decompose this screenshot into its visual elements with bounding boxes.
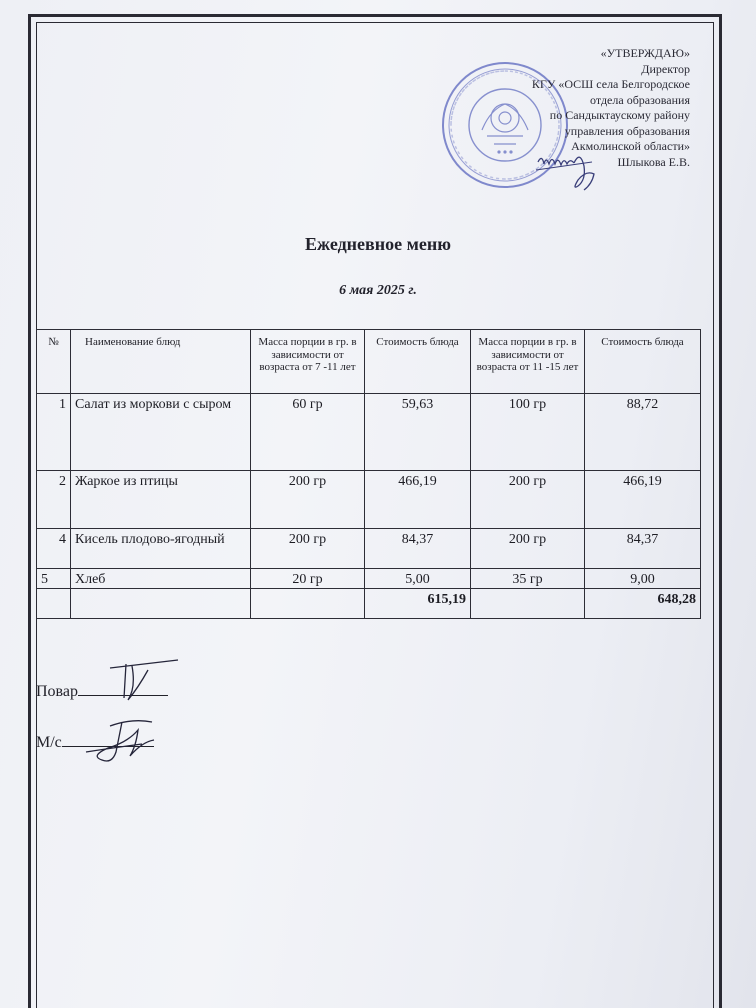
- page-title: Ежедневное меню: [305, 234, 451, 254]
- approval-line: «УТВЕРЖДАЮ»: [600, 46, 690, 60]
- approval-line: Акмолинской области»: [571, 139, 690, 153]
- dish-name: Жаркое из птицы: [71, 471, 251, 529]
- menu-table: [36, 329, 701, 619]
- dish-cost-11-15: 9,00: [585, 569, 701, 589]
- dish-mass-7-11: 20 гр: [251, 569, 365, 589]
- row-number: 4: [37, 529, 71, 569]
- dish-name: Кисель плодово-ягодный: [71, 529, 251, 569]
- table-row: [37, 394, 701, 471]
- header-cost-7-11: Стоимость блюда: [365, 330, 471, 394]
- dish-mass-7-11: 200 гр: [251, 471, 365, 529]
- approval-line: Директор: [641, 61, 690, 76]
- approval-line: по Сандыктаускому району: [549, 108, 690, 122]
- approval-line: КГУ «ОСШ села Белгородское: [531, 77, 690, 91]
- dish-mass-7-11: 200 гр: [251, 529, 365, 569]
- row-number: 5: [37, 569, 71, 589]
- total-empty-cell: [471, 589, 585, 619]
- approval-line: управления образования: [564, 123, 690, 138]
- menu-date: 6 мая 2025 г.: [339, 283, 417, 298]
- nurse-signature: [82, 712, 168, 768]
- dish-mass-11-15: 100 гр: [471, 394, 585, 471]
- dish-cost-7-11: 5,00: [365, 569, 471, 589]
- total-empty-cell: [71, 589, 251, 619]
- header-cost-11-15: Стоимость блюда: [585, 330, 701, 394]
- dish-name: Салат из моркови с сыром: [71, 394, 251, 471]
- total-empty-cell: [251, 589, 365, 619]
- dish-mass-11-15: 35 гр: [471, 569, 585, 589]
- cook-signature: [104, 658, 184, 706]
- total-row: [37, 589, 701, 619]
- director-signature: [534, 140, 614, 196]
- dish-mass-7-11: 60 гр: [251, 394, 365, 471]
- cook-label: Повар: [36, 683, 78, 700]
- dish-cost-11-15: 466,19: [585, 471, 701, 529]
- header-mass-7-11: Масса порции в гр. в зависимости от возраста от 7 -11 лет: [251, 330, 365, 394]
- header-number: №: [37, 330, 71, 394]
- table-row: [37, 471, 701, 529]
- director-name: Шлыкова Е.В.: [617, 154, 690, 169]
- dish-cost-7-11: 59,63: [365, 394, 471, 471]
- dish-cost-7-11: 466,19: [365, 471, 471, 529]
- dish-cost-7-11: 84,37: [365, 529, 471, 569]
- total-empty-cell: [37, 589, 71, 619]
- dish-name: Хлеб: [71, 569, 251, 589]
- header-dish-name: Наименование блюд: [71, 330, 251, 394]
- dish-cost-11-15: 88,72: [585, 394, 701, 471]
- dish-mass-11-15: 200 гр: [471, 471, 585, 529]
- dish-mass-11-15: 200 гр: [471, 529, 585, 569]
- total-cost-7-11: 615,19: [365, 589, 471, 619]
- header-mass-11-15: Масса порции в гр. в зависимости от возраста от 11 -15 лет: [471, 330, 585, 394]
- total-cost-11-15: 648,28: [585, 589, 701, 619]
- row-number: 1: [37, 394, 71, 471]
- dish-cost-11-15: 84,37: [585, 529, 701, 569]
- table-row: [37, 569, 701, 589]
- row-number: 2: [37, 471, 71, 529]
- table-row: [37, 529, 701, 569]
- table-header-row: [37, 330, 701, 394]
- approval-line: отдела образования: [590, 92, 690, 107]
- nurse-label: М/с: [36, 734, 62, 751]
